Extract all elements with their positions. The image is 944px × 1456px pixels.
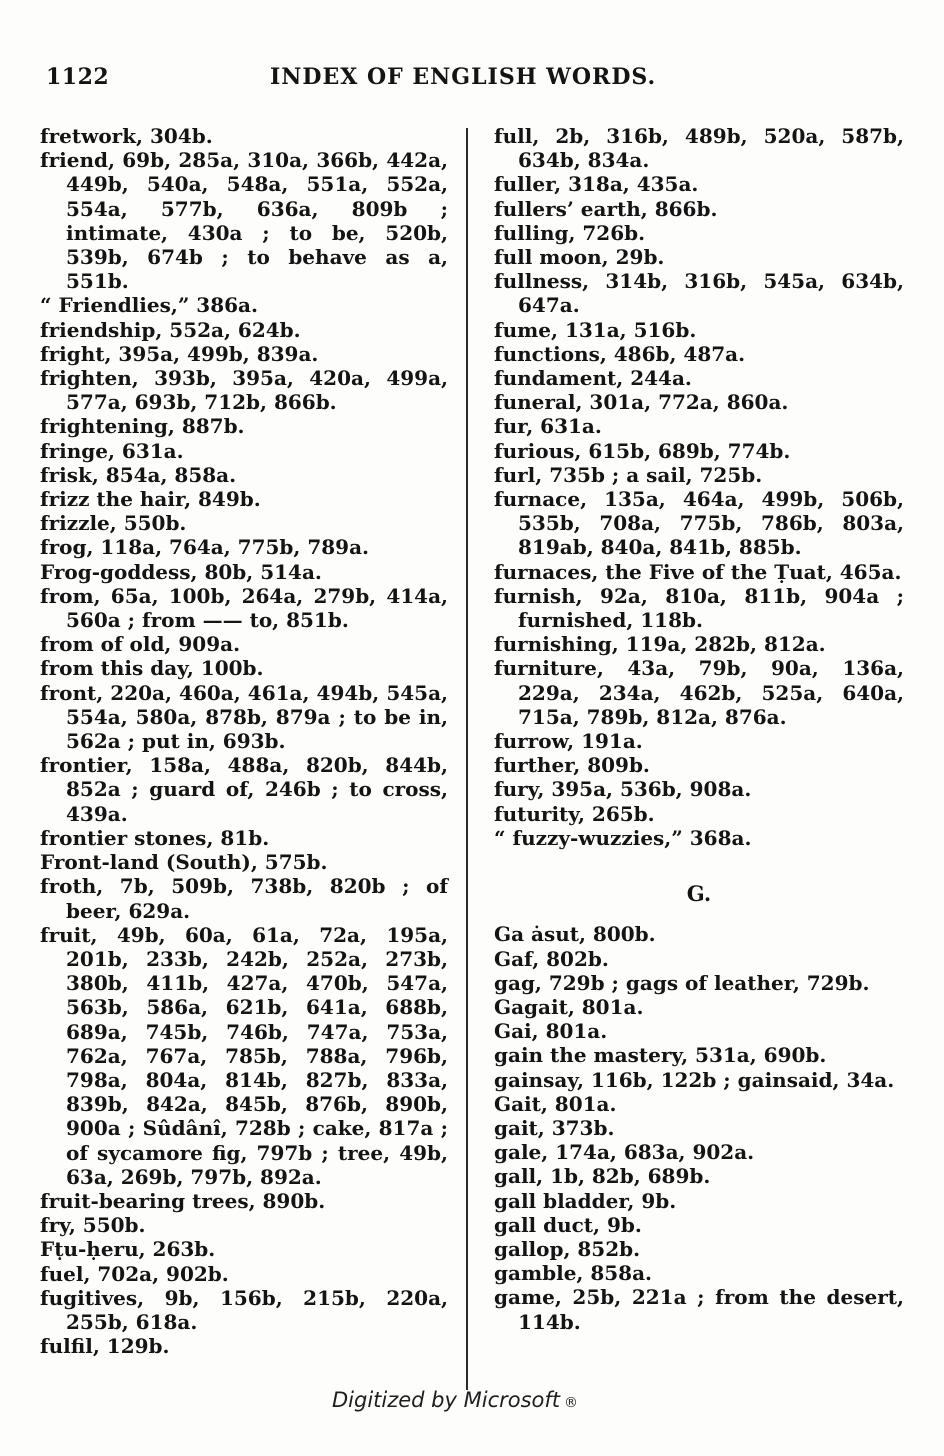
index-entry: funeral, 301a, 772a, 860a. <box>494 390 789 415</box>
index-entry: “ fuzzy-wuzzies,” 368a. <box>494 825 752 850</box>
watermark-text: Digitized by Microsoft <box>332 1388 561 1412</box>
index-entry: gamble, 858a. <box>494 1261 653 1286</box>
index-entry: furnaces, the Five of the Ṭuat, 465a. <box>494 559 902 584</box>
index-entry: fur, 631a. <box>494 414 602 439</box>
index-entry: fruit, 49b, 60a, 61a, 72a, 195a, 201b, 233b, 242b, 252a, 273b, 380b, 411b, 427a, 470b, 547a, 563b, 586a, 621b, 641a, 688b, 689a, 745b, 746b, 747a, 753a, 762a, 767a, 785b, 788a, 796b, 798a, 804a, 814b, 827b, 833a, 839b, 842a, 845b, 876b, 890b, 900a ; Sûdânî, 728b ; cake, 817a ; of sycamore fig, 797b ; tree, 49b, 63a, 269b, 797b, 892a. <box>40 922 448 1189</box>
digitization-watermark <box>332 1388 578 1412</box>
index-entry: frog, 118a, 764a, 775b, 789a. <box>40 535 369 560</box>
index-entry: from this day, 100b. <box>40 656 264 681</box>
index-entry: Front-land (South), 575b. <box>40 850 328 875</box>
index-entry: gain the mastery, 531a, 690b. <box>494 1043 827 1068</box>
index-entry: full moon, 29b. <box>494 245 665 270</box>
index-entry: frighten, 393b, 395a, 420a, 499a, 577a, 693b, 712b, 866b. <box>40 366 448 415</box>
index-entry: fretwork, 304b. <box>40 124 213 148</box>
index-entry: front, 220a, 460a, 461a, 494b, 545a, 554a, 580a, 878b, 879a ; to be in, 562a ; put in, 693b. <box>40 680 448 754</box>
index-entry: fruit-bearing trees, 890b. <box>40 1188 326 1213</box>
index-entry: furious, 615b, 689b, 774b. <box>494 438 791 463</box>
page-number: 1122 <box>46 64 110 90</box>
index-entry: frisk, 854a, 858a. <box>40 462 237 487</box>
index-entry: “ Friendlies,” 386a. <box>40 293 258 318</box>
index-entry: fury, 395a, 536b, 908a. <box>494 777 752 802</box>
index-entry: furrow, 191a. <box>494 729 643 754</box>
index-entry: further, 809b. <box>494 753 650 778</box>
index-entry: frizz the hair, 849b. <box>40 487 261 512</box>
running-head: INDEX OF ENGLISH WORDS. <box>270 64 657 90</box>
index-entry: fume, 131a, 516b. <box>494 317 697 342</box>
index-entry: furniture, 43a, 79b, 90a, 136a, 229a, 234a, 462b, 525a, 640a, 715a, 789b, 812a, 876a. <box>494 656 904 729</box>
index-entry: fugitives, 9b, 156b, 215b, 220a, 255b, 618a. <box>40 1285 448 1334</box>
index-entry: furnace, 135a, 464a, 499b, 506b, 535b, 708a, 775b, 786b, 803a, 819ab, 840a, 841b, 885b. <box>494 487 904 560</box>
index-entry: fullness, 314b, 316b, 545a, 634b, 647a. <box>494 269 904 318</box>
index-entry: froth, 7b, 509b, 738b, 820b ; of beer, 629a. <box>40 874 448 923</box>
index-entry: Gai, 801a. <box>494 1019 608 1044</box>
index-entry: fuel, 702a, 902b. <box>40 1261 229 1286</box>
index-entry: frizzle, 550b. <box>40 511 187 536</box>
index-entry: Fṭu-ḥeru, 263b. <box>40 1237 216 1262</box>
section-heading: G. <box>686 881 712 907</box>
left-column <box>40 124 448 1358</box>
index-entry: gait, 373b. <box>494 1115 615 1140</box>
index-entry: frontier stones, 81b. <box>40 825 270 850</box>
index-entry: fringe, 631a. <box>40 438 184 463</box>
index-entry: friend, 69b, 285a, 310a, 366b, 442a, 449b, 540a, 548a, 551a, 552a, 554a, 577b, 636a, 809b ; intimate, 430a ; to be, 520b, 539b, 674b ; to behave as a, 551b. <box>40 148 448 294</box>
registered-mark-icon: ® <box>564 1395 579 1411</box>
index-entry: Ga ȧsut, 800b. <box>494 922 656 947</box>
index-entry: fuller, 318a, 435a. <box>494 172 699 197</box>
index-entry: fulfil, 129b. <box>40 1334 170 1359</box>
index-entry: Gait, 801a. <box>494 1091 617 1116</box>
index-entry: gale, 174a, 683a, 902a. <box>494 1140 755 1165</box>
index-entry: fullers’ earth, 866b. <box>494 196 718 221</box>
index-entry: gainsay, 116b, 122b ; gainsaid, 34a. <box>494 1067 895 1092</box>
index-entry: game, 25b, 221a ; from the desert, 114b. <box>494 1285 904 1334</box>
index-entry: friendship, 552a, 624b. <box>40 317 301 342</box>
index-entry: gall bladder, 9b. <box>494 1188 677 1213</box>
index-entry: gallop, 852b. <box>494 1236 641 1261</box>
index-entry: functions, 486b, 487a. <box>494 341 746 366</box>
index-entry: frontier, 158a, 488a, 820b, 844b, 852a ; guard of, 246b ; to cross, 439a. <box>40 753 448 826</box>
index-entry: fry, 550b. <box>40 1213 146 1238</box>
index-entry: fright, 395a, 499b, 839a. <box>40 341 319 366</box>
index-entry: from, 65a, 100b, 264a, 279b, 414a, 560a ; from —— to, 851b. <box>40 583 448 633</box>
index-entry: full, 2b, 316b, 489b, 520a, 587b, 634b, 834a. <box>494 124 904 173</box>
column-divider <box>466 128 468 1390</box>
index-entry: gag, 729b ; gags of leather, 729b. <box>494 970 870 995</box>
right-column <box>494 124 904 1334</box>
index-entry: from of old, 909a. <box>40 632 241 657</box>
index-entry: Frog-goddess, 80b, 514a. <box>40 559 322 584</box>
index-entry: Gagait, 801a. <box>494 994 644 1019</box>
index-entry: furl, 735b ; a sail, 725b. <box>494 462 763 487</box>
index-entry: furnish, 92a, 810a, 811b, 904a ; furnished, 118b. <box>494 583 904 633</box>
index-entry: fulling, 726b. <box>494 220 646 245</box>
index-entry: gall duct, 9b. <box>494 1212 642 1237</box>
index-entry: Gaf, 802b. <box>494 946 609 971</box>
index-entry: gall, 1b, 82b, 689b. <box>494 1164 711 1189</box>
index-entry: fundament, 244a. <box>494 366 692 391</box>
index-entry: furnishing, 119a, 282b, 812a. <box>494 632 826 657</box>
index-entry: frightening, 887b. <box>40 414 245 439</box>
index-entry: futurity, 265b. <box>494 801 655 826</box>
